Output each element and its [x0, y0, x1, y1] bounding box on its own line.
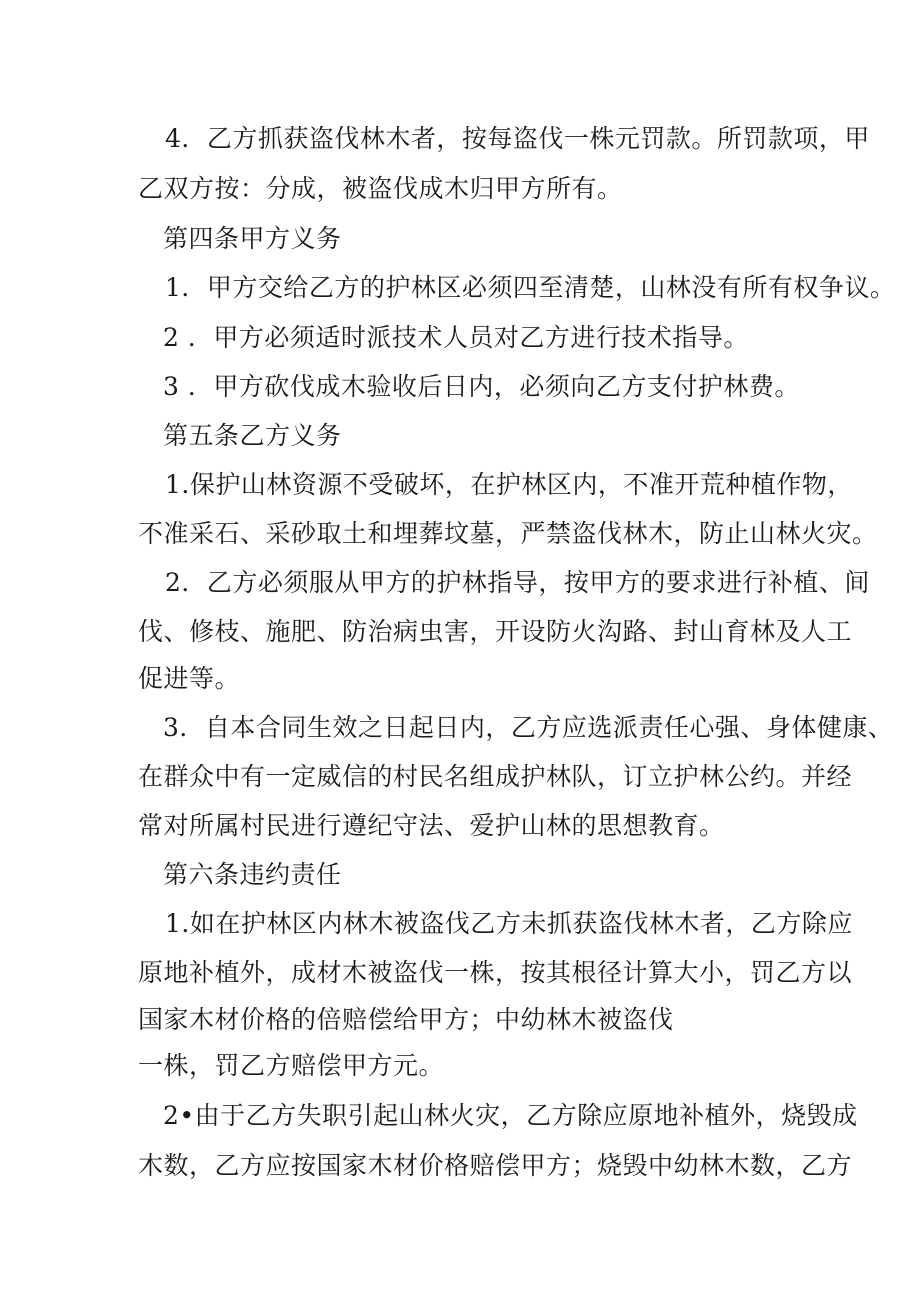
paragraph-line: 4．乙方抓获盗伐林木者，按每盗伐一株元罚款。所罚款项，甲 [165, 124, 870, 153]
paragraph-line: 1.保护山林资源不受破坏，在护林区内，不准开荒种植作物， [165, 470, 853, 499]
paragraph-line: 不准采石、采砂取土和埋葬坟墓，严禁盗伐林木，防止山林火灾。 [138, 519, 878, 548]
paragraph-line: 1．甲方交给乙方的护林区必须四至清楚，山林没有所有权争议。 [165, 273, 896, 302]
paragraph-line: 在群众中有一定威信的村民名组成护林队，订立护林公约。并经 [138, 762, 853, 791]
paragraph-line: 伐、修枝、施肥、防治病虫害，开设防火沟路、封山育林及人工 [138, 617, 853, 646]
paragraph-line: 木数，乙方应按国家木材价格赔偿甲方；烧毁中幼林木数，乙方 [138, 1151, 853, 1180]
paragraph-line: 3．自本合同生效之日起日内，乙方应选派责任心强、身体健康、 [163, 713, 894, 742]
paragraph-line: 乙双方按：分成，被盗伐成木归甲方所有。 [138, 174, 623, 203]
paragraph-line: 国家木材价格的倍赔偿给甲方；中幼林木被盗伐 [138, 1005, 674, 1034]
paragraph-line: 3 ．甲方砍伐成木验收后日内，必须向乙方支付护林费。 [163, 372, 800, 401]
paragraph-line: 一株，罚乙方赔偿甲方元。 [138, 1051, 445, 1080]
paragraph-line: 促进等。 [138, 664, 241, 693]
section-heading: 第六条违约责任 [163, 860, 342, 889]
paragraph-line: 1.如在护林区内林木被盗伐乙方未抓获盗伐林木者，乙方除应 [165, 909, 853, 938]
paragraph-line: 2 ．甲方必须适时派技术人员对乙方进行技术指导。 [163, 323, 749, 352]
section-heading: 第五条乙方义务 [163, 421, 342, 450]
section-heading: 第四条甲方义务 [163, 224, 342, 253]
paragraph-line: 2•由于乙方失职引起山林火灾，乙方除应原地补植外，烧毁成 [163, 1101, 858, 1130]
paragraph-line: 原地补植外，成材木被盗伐一株，按其根径计算大小，罚乙方以 [138, 958, 853, 987]
paragraph-line: 2．乙方必须服从甲方的护林指导，按甲方的要求进行补植、间 [165, 568, 870, 597]
paragraph-line: 常对所属村民进行遵纪守法、爱护山林的思想教育。 [138, 811, 725, 840]
